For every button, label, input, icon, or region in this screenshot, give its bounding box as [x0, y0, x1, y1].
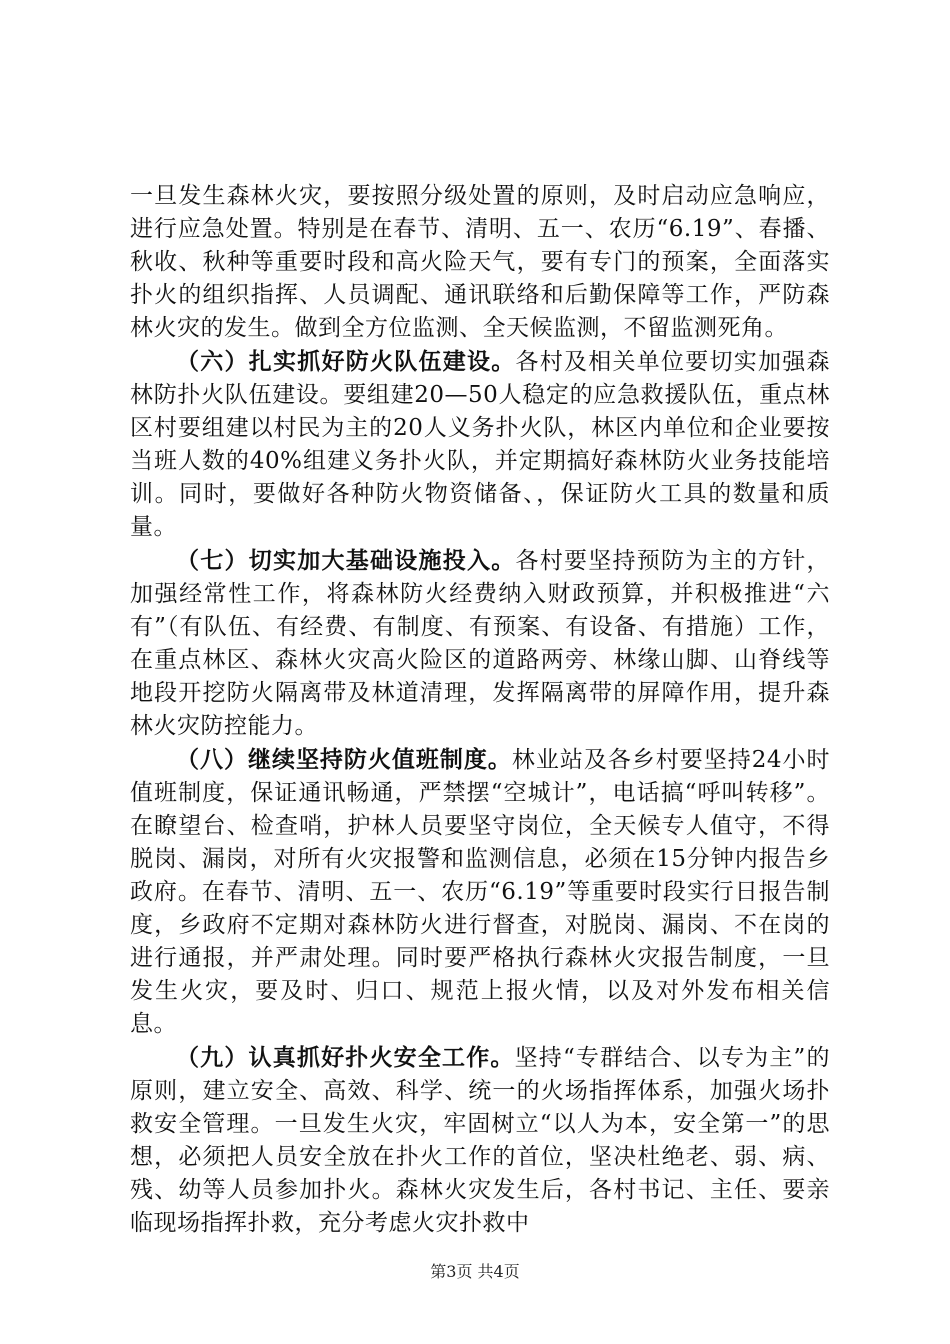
page-number-footer: 第3页 共4页	[430, 1262, 520, 1281]
paragraph-heading: （七）切实加大基础设施投入。	[176, 547, 516, 574]
paragraph-body: 各村及相关单位要切实加强森林防扑火队伍建设。要组建20—50人稳定的应急救援队伍，重点林区村要组建以村民为主的20人义务扑火队，林区内单位和企业要按当班人数的40%组建义务扑火队，并定期搞好森林防火业务技能培训。同时，要做好各种防火物资储备、，保证防火工具的数量和质量。	[130, 349, 830, 540]
paragraph-team-building	[130, 345, 830, 544]
paragraph-body: 一旦发生森林火灾，要按照分级处置的原则，及时启动应急响应，进行应急处置。特别是在春节、清明、五一、农历“6.19”、春播、秋收、秋种等重要时段和高火险天气，要有专门的预案，全面落实扑火的组织指挥、人员调配、通讯联络和后勤保障等工作，严防森林火灾的发生。做到全方位监测、全天候监测，不留监测死角。	[130, 183, 830, 341]
paragraph-infrastructure	[130, 544, 830, 743]
paragraph-heading: （六）扎实抓好防火队伍建设。	[176, 348, 516, 375]
paragraph-continued	[130, 180, 830, 345]
paragraph-duty-system	[130, 743, 830, 1041]
paragraph-body: 各村要坚持预防为主的方针，加强经常性工作，将森林防火经费纳入财政预算，并积极推进“六有”（有队伍、有经费、有制度、有预案、有设备、有措施）工作，在重点林区、森林火灾高火险区的道路两旁、林缘山脚、山脊线等地段开挖防火隔离带及林道清理，发挥隔离带的屏障作用，提升森林火灾防控能力。	[130, 548, 830, 739]
paragraph-body: 坚持“专群结合、以专为主”的原则，建立安全、高效、科学、统一的火场指挥体系，加强火场扑救安全管理。一旦发生火灾，牢固树立“以人为本，安全第一”的思想，必须把人员安全放在扑火工作的首位，坚决杜绝老、弱、病、残、幼等人员参加扑火。森林火灾发生后，各村书记、主任、要亲临现场指挥扑救，充分考虑火灾扑救中	[130, 1045, 830, 1236]
paragraph-body: 林业站及各乡村要坚持24小时值班制度，保证通讯畅通，严禁摆“空城计”，电话搞“呼叫转移”。在瞭望台、检查哨，护林人员要坚守岗位，全天候专人值守，不得脱岗、漏岗，对所有火灾报警和监测信息，必须在15分钟内报告乡政府。在春节、清明、五一、农历“6.19”等重要时段实行日报告制度，乡政府不定期对森林防火进行督查，对脱岗、漏岗、不在岗的进行通报，并严肃处理。同时要严格执行森林火灾报告制度，一旦发生火灾，要及时、归口、规范上报火情，以及对外发布相关信息。	[130, 747, 830, 1037]
document-body	[130, 180, 830, 1240]
paragraph-firefighting-safety	[130, 1041, 830, 1240]
paragraph-heading: （八）继续坚持防火值班制度。	[176, 746, 512, 773]
paragraph-heading: （九）认真抓好扑火安全工作。	[176, 1044, 515, 1071]
